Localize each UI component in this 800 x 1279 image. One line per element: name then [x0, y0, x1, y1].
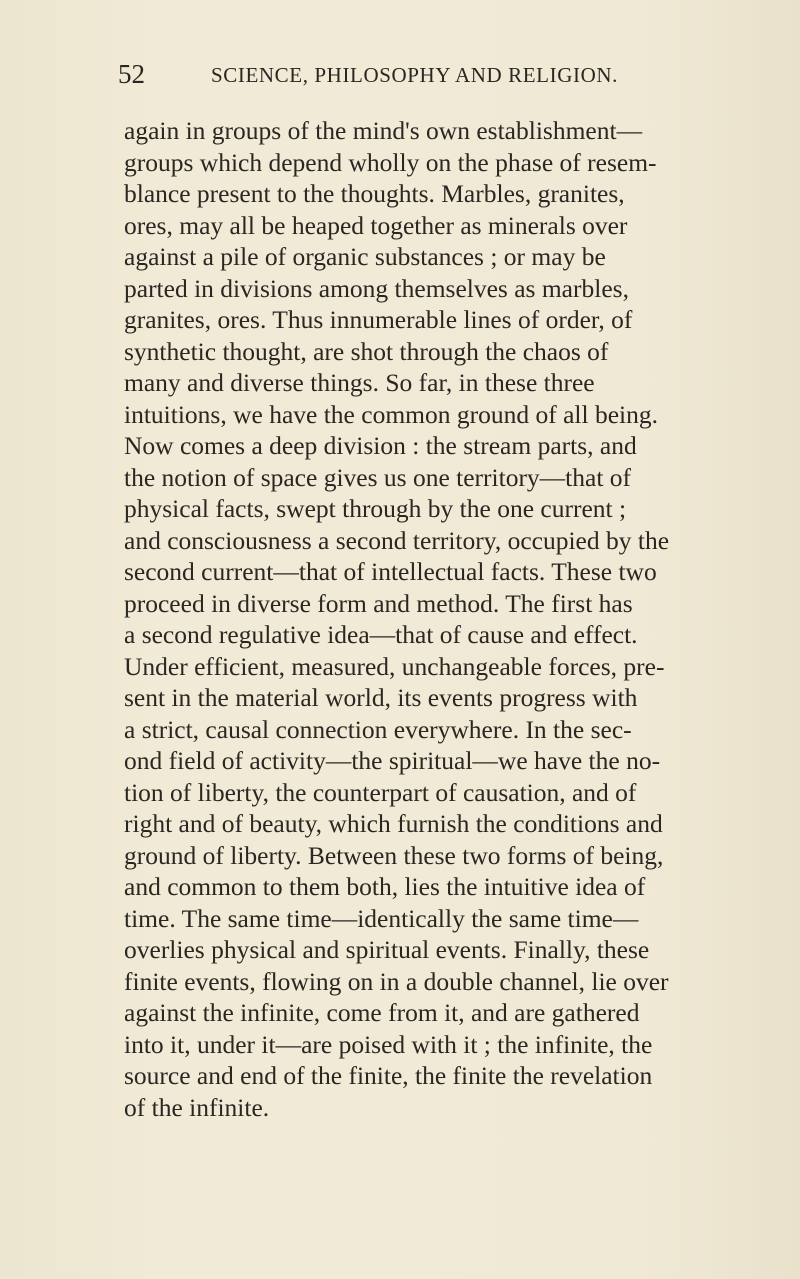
- text-line: Under efficient, measured, unchangeable forces, pre-: [124, 651, 665, 681]
- text-line: of the infinite.: [124, 1092, 270, 1122]
- text-line: time. The same time—identically the same time—: [124, 903, 639, 933]
- text-line: a second regulative idea—that of cause and effect.: [124, 620, 638, 649]
- text-line: ground of liberty. Between these two forms of being,: [124, 840, 664, 870]
- text-line: a strict, causal connection everywhere. In the sec-: [124, 714, 632, 744]
- running-title: SCIENCE, PHILOSOPHY AND RELIGION.: [211, 63, 618, 87]
- text-line: many and diverse things. So far, in these three: [124, 368, 595, 397]
- text-line: into it, under it—are poised with it ; the infinite, the: [124, 1029, 653, 1059]
- text-line: groups which depend wholly on the phase of resem-: [124, 147, 657, 177]
- page-header: [118, 58, 678, 98]
- text-line: right and of beauty, which furnish the conditions and: [124, 809, 663, 838]
- text-line: ores, may all be heaped together as minerals over: [124, 210, 628, 240]
- text-line: physical facts, swept through by the one current ;: [124, 494, 627, 523]
- text-line: tion of liberty, the counterpart of causation, and of: [124, 777, 637, 807]
- text-line: and common to them both, lies the intuitive idea of: [124, 872, 646, 901]
- text-line: Now comes a deep division : the stream parts, and: [124, 431, 637, 460]
- text-line: source and end of the finite, the finite the revelation: [124, 1061, 653, 1090]
- text-line: against the infinite, come from it, and are gathered: [124, 998, 640, 1027]
- text-line: second current—that of intellectual facts. These two: [124, 557, 657, 586]
- text-line: again in groups of the mind's own establishment—: [124, 116, 643, 145]
- text-line: blance present to the thoughts. Marbles, granites,: [124, 179, 625, 208]
- text-line: intuitions, we have the common ground of all being.: [124, 399, 658, 429]
- text-line: against a pile of organic substances ; or may be: [124, 242, 606, 271]
- text-line: granites, ores. Thus innumerable lines of order, of: [124, 305, 633, 334]
- text-line: sent in the material world, its events progress with: [124, 683, 638, 712]
- text-line: overlies physical and spiritual events. Finally, these: [124, 935, 650, 964]
- page-number: 52: [118, 59, 145, 89]
- body-text: [124, 115, 764, 1123]
- text-line: ond field of activity—the spiritual—we have the no-: [124, 746, 661, 775]
- text-line: the notion of space gives us one territory—that of: [124, 462, 632, 492]
- text-line: synthetic thought, are shot through the chaos of: [124, 336, 609, 366]
- text-line: and consciousness a second territory, occupied by the: [124, 525, 670, 555]
- text-line: parted in divisions among themselves as marbles,: [124, 273, 629, 303]
- text-line: proceed in diverse form and method. The first has: [124, 588, 633, 618]
- text-line: finite events, flowing on in a double channel, lie over: [124, 966, 669, 996]
